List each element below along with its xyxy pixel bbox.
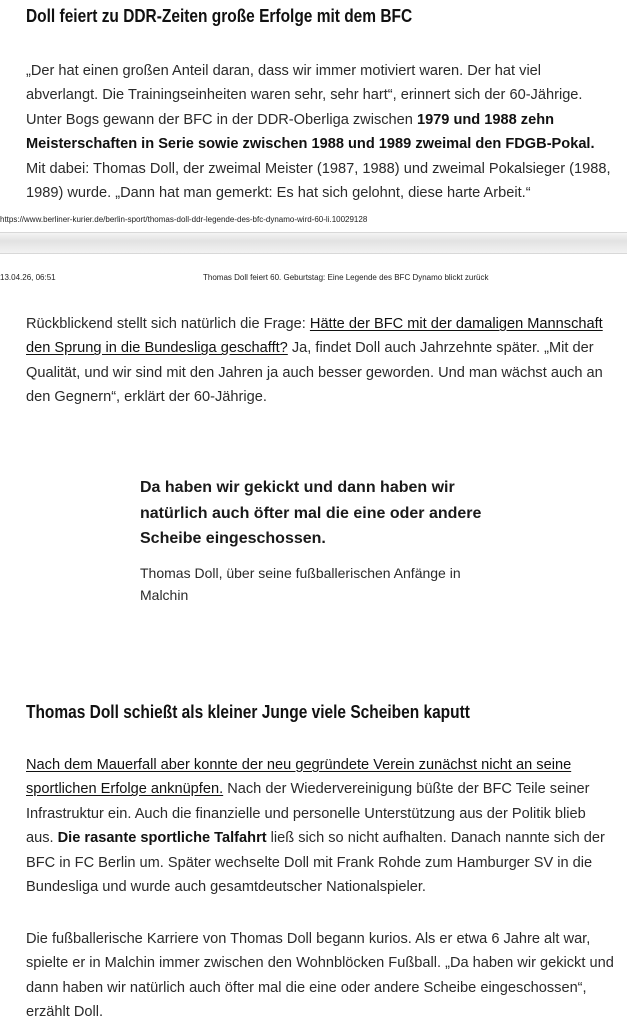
paragraph-text: Mit dabei: Thomas Doll, der zweimal Meister (1987, 1988) und zweimal Pokalsieger (1988, 1989) wurde. „Dann hat man gemerkt: Es hat sich gelohnt, diese harte Arbeit.“ [26, 160, 611, 202]
page-break-divider [0, 232, 627, 254]
paragraph-bogs-training [26, 59, 616, 205]
section-heading-bfc-successes: Doll feiert zu DDR-Zeiten große Erfolge mit dem BFC [26, 6, 413, 26]
paragraph-text: „Der hat einen großen Anteil daran, dass wir immer motiviert waren. Der hat viel abverlangt. Die Trainingseinheiten waren sehr, sehr hart“, erinnert sich der 60-Jährige. Unter Bogs gewann der BFC in der DDR-Oberliga zwischen [26, 63, 583, 128]
paragraph-malchin-childhood: Die fußballerische Karriere von Thomas Doll begann kurios. Als er etwa 6 Jahre alt war, spielte er in Malchin immer zwischen den Wohnblöcken Fußball. „Da haben wir gekickt und dann haben wir natürlich auch öfter mal die eine oder andere Scheibe eingeschossen“, erzählt Doll. [26, 931, 614, 1021]
print-footer-url: https://www.berliner-kurier.de/berlin-sport/thomas-doll-ddr-legende-des-bfc-dynamo-wird-60-li.10029128 [0, 215, 368, 224]
paragraph-after-reunification [26, 753, 616, 899]
section-heading-doll-childhood: Thomas Doll schießt als kleiner Junge viele Scheiben kaputt [26, 702, 470, 722]
paragraph-text: Ja, findet Doll auch Jahrzehnte später. „Mit der Qualität, und wir sind mit den Jahren ja auch besser geworden. Und man wächst auch an den Gegnern“, erklärt der 60-Jährige. [26, 340, 603, 406]
print-header-title: Thomas Doll feiert 60. Geburtstag: Eine Legende des BFC Dynamo blickt zurück [203, 273, 489, 282]
paragraph-bold-titles: 1979 und 1988 zehn Meisterschaften in Serie sowie zwischen 1988 und 1989 zweimal den FDGB-Pokal. [26, 111, 595, 153]
print-header-date: 13.04.26, 06:51 [0, 273, 56, 282]
paragraph-bundesliga-question [26, 312, 616, 410]
pull-quote: Da haben wir gekickt und dann haben wir natürlich auch öfter mal die eine oder andere Scheibe eingeschossen. [140, 479, 482, 547]
bundesliga-question-link[interactable]: Hätte der BFC mit der damaligen Mannschaft den Sprung in die Bundesliga geschafft? [26, 316, 603, 357]
paragraph-text: Nach der Wiedervereinigung büßte der BFC Teile seiner Infrastruktur ein. Auch die finanzielle und personelle Unterstützung aus der Politik blieb aus. [26, 781, 590, 847]
paragraph-bold-decline: Die rasante sportliche Talfahrt [57, 830, 267, 847]
pull-quote-source: Thomas Doll, über seine fußballerischen Anfänge in Malchin [140, 565, 461, 603]
paragraph-text: Rückblickend stellt sich natürlich die Frage: [26, 316, 310, 332]
mauerfall-link[interactable]: Nach dem Mauerfall aber konnte der neu gegründete Verein zunächst nicht an seine sportlichen Erfolge anknüpfen. [26, 757, 572, 798]
paragraph-text: ließ sich so nicht aufhalten. Danach nannte sich der BFC in FC Berlin um. Später wechselte Doll mit Frank Rohde zum Hamburger SV in die Bundesliga und wurde auch gesamtdeutscher Nationalspieler. [26, 830, 605, 896]
